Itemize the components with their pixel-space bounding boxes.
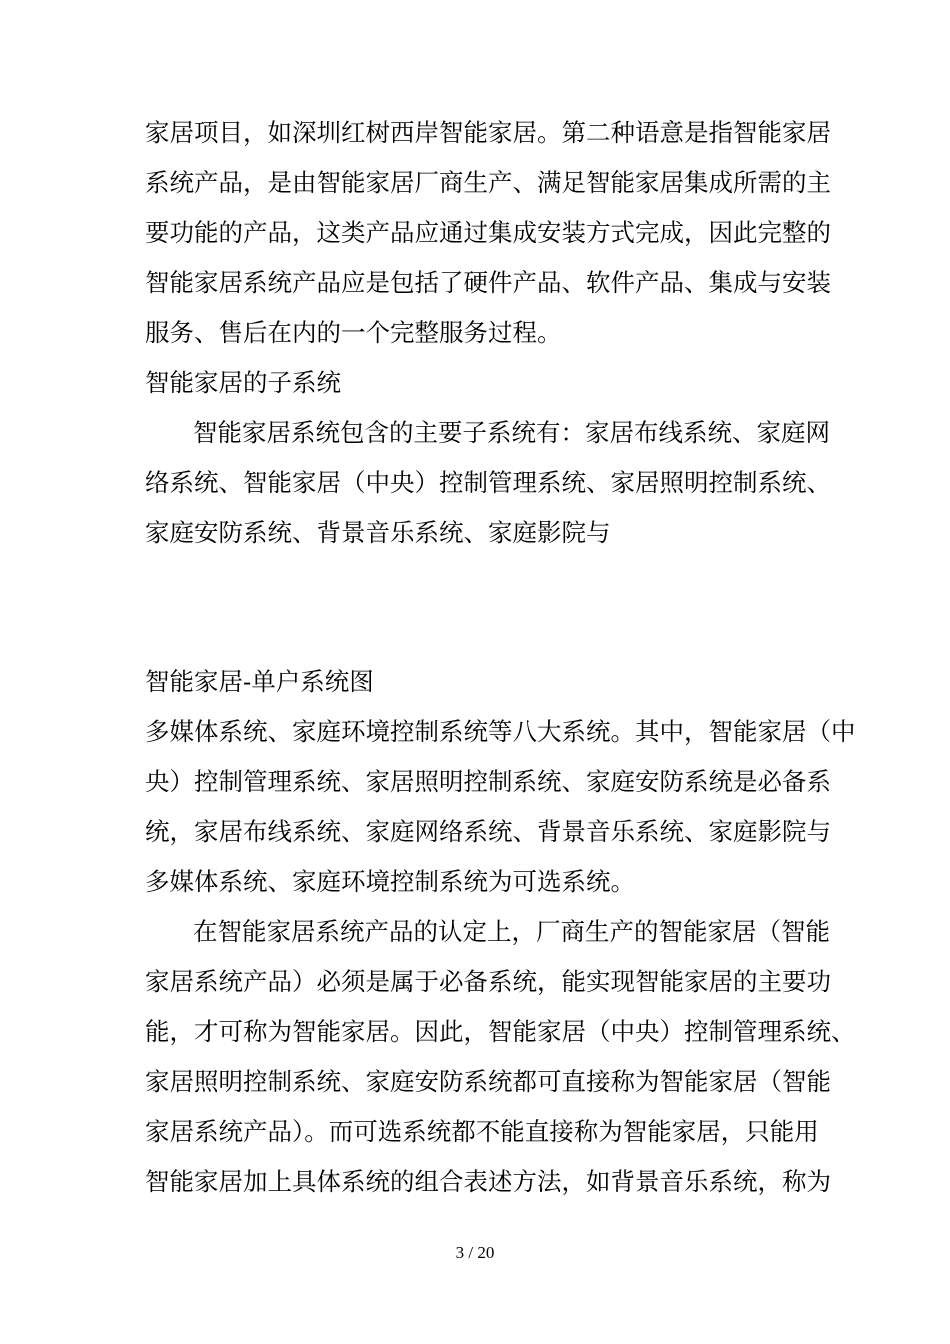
text-line: 络系统、智能家居（中央）控制管理系统、家居照明控制系统、 xyxy=(145,468,831,497)
text-line: 家居项目，如深圳红树西岸智能家居。第二种语意是指智能家居 xyxy=(145,118,831,147)
text-line: 能，才可称为智能家居。因此，智能家居（中央）控制管理系统、 xyxy=(145,1017,856,1046)
text-line: 央）控制管理系统、家居照明控制系统、家庭安防系统是必备系 xyxy=(145,767,831,796)
page-number: 3 / 20 xyxy=(455,1243,495,1262)
text-line: 统，家居布线系统、家庭网络系统、背景音乐系统、家庭影院与 xyxy=(145,817,831,846)
text-line: 在智能家居系统产品的认定上，厂商生产的智能家居（智能 xyxy=(193,917,830,946)
text-line: 要功能的产品，这类产品应通过集成安装方式完成，因此完整的 xyxy=(145,218,831,247)
text-line: 智能家居系统产品应是包括了硬件产品、软件产品、集成与安装 xyxy=(145,268,831,297)
text-line: 系统产品，是由智能家居厂商生产、满足智能家居集成所需的主 xyxy=(145,168,831,197)
figure-caption: 智能家居-单户系统图 xyxy=(145,667,374,696)
section-heading: 智能家居的子系统 xyxy=(145,368,341,397)
text-line: 家居系统产品）必须是属于必备系统，能实现智能家居的主要功 xyxy=(145,967,831,996)
text-line: 智能家居系统包含的主要子系统有：家居布线系统、家庭网 xyxy=(193,418,830,447)
text-line: 家居系统产品）。而可选系统都不能直接称为智能家居，只能用 xyxy=(145,1117,819,1146)
text-line: 多媒体系统、家庭环境控制系统等八大系统。其中，智能家居（中 xyxy=(145,717,856,746)
text-line: 多媒体系统、家庭环境控制系统为可选系统。 xyxy=(145,867,635,896)
text-line: 服务、售后在内的一个完整服务过程。 xyxy=(145,318,562,347)
text-line: 家庭安防系统、背景音乐系统、家庭影院与 xyxy=(145,518,611,547)
text-line: 家居照明控制系统、家庭安防系统都可直接称为智能家居（智能 xyxy=(145,1067,831,1096)
text-line: 智能家居加上具体系统的组合表述方法，如背景音乐系统，称为 xyxy=(145,1167,831,1196)
